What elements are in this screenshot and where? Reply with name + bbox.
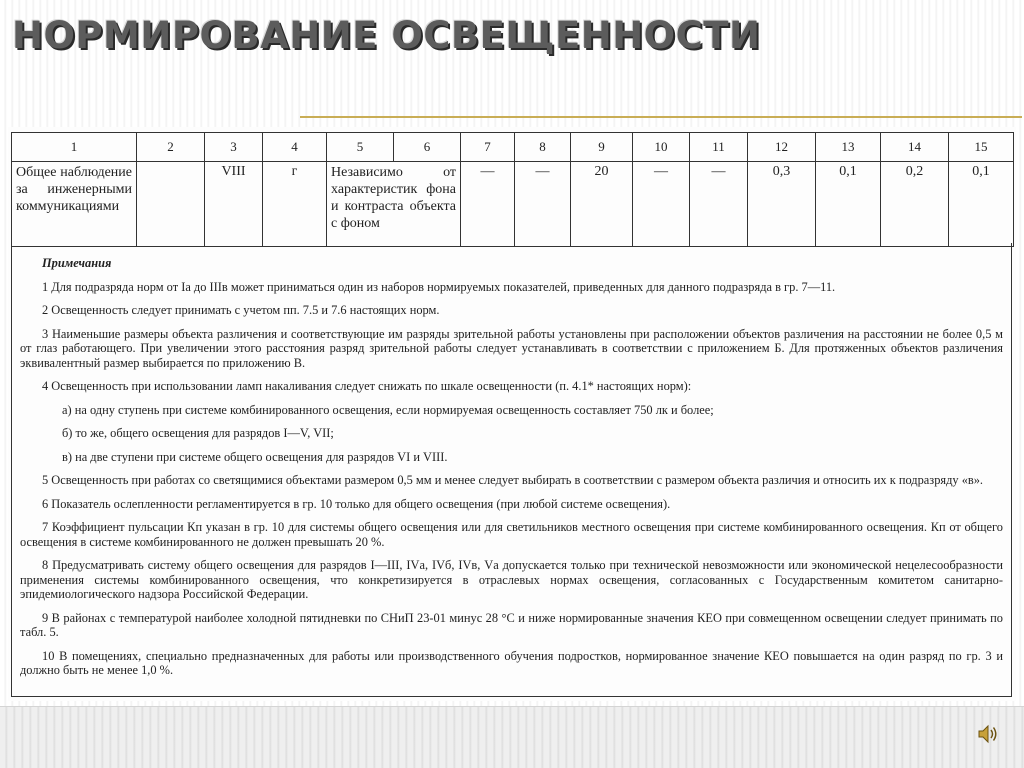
note-item: 1 Для подразряда норм от Iа до IIIв может приниматься один из наборов нормируемых показателей, приведенных для данного подразряда в гр. 7—11. xyxy=(42,279,836,294)
table-header-cell: 7 xyxy=(461,133,515,162)
table-header-cell: 3 xyxy=(205,133,263,162)
document-scan xyxy=(8,127,1016,701)
note-subitem: а) на одну ступень при системе комбинированного освещения, если нормируемая освещенность составляет 750 лк и более; xyxy=(62,402,714,417)
table-header-cell: 14 xyxy=(881,133,949,162)
note-item: 8 Предусматривать систему общего освещения для разрядов I—III, IVа, IVб, IVв, Vа допускается только при технической невозможности или экономической нецелесообразности применения системы комбинированного освещения, что конкретизируется в отраслевых нормах освещения, согласованных с Государственным комитетом санитарно-эпидемиологического надзора Российской Федерации. xyxy=(20,558,1003,601)
table-cell: — xyxy=(690,162,748,247)
note-item: 6 Показатель ослепленности регламентируется в гр. 10 только для общего освещения (при любой системе освещения). xyxy=(42,496,671,511)
table-cell: 0,3 xyxy=(748,162,816,247)
table-header-cell: 15 xyxy=(949,133,1014,162)
footer-band xyxy=(0,706,1024,768)
notes-heading: Примечания xyxy=(42,256,112,270)
table-cell-illuminance: 20 xyxy=(571,162,633,247)
speaker-icon[interactable] xyxy=(976,722,1000,746)
table-cell: 0,1 xyxy=(949,162,1014,247)
note-subitem: б) то же, общего освещения для разрядов I—V, VII; xyxy=(62,426,334,440)
note-item: 4 Освещенность при использовании ламп накаливания следует снижать по шкале освещенности (п. 4.1* настоящих норм): xyxy=(42,379,692,393)
table-cell-category: VIII xyxy=(205,162,263,247)
table-header-cell: 4 xyxy=(263,133,327,162)
table-cell: 0,2 xyxy=(881,162,949,247)
table-cell-contrast: Независимо от характеристик фона и контраста объекта с фоном xyxy=(327,162,461,247)
note-subitem: в) на две ступени при системе общего освещения для разрядов VI и VIII. xyxy=(62,449,448,464)
table-cell: — xyxy=(515,162,571,247)
note-item: 10 В помещениях, специально предназначенных для работы или производственного обучения подростков, нормированное значение КЕО повышается на один разряд по гр. 3 и должно быть не менее 1,0 %. xyxy=(20,648,1003,677)
table-header-cell: 9 xyxy=(571,133,633,162)
note-item: 2 Освещенность следует принимать с учетом пп. 7.5 и 7.6 настоящих норм. xyxy=(42,303,440,317)
table-header-cell: 2 xyxy=(137,133,205,162)
norms-table xyxy=(11,132,1014,247)
table-cell: — xyxy=(461,162,515,247)
table-header-cell: 12 xyxy=(748,133,816,162)
table-header-cell: 11 xyxy=(690,133,748,162)
note-item: 5 Освещенность при работах со светящимися объектами размером 0,5 мм и менее следует выбирать в соответствии с размером объекта различия и относить их к подразряду «в». xyxy=(42,473,984,487)
notes-section xyxy=(11,243,1012,697)
table-header-cell: 8 xyxy=(515,133,571,162)
table-header-cell: 13 xyxy=(816,133,881,162)
table-header-cell: 10 xyxy=(633,133,690,162)
table-header-cell: 6 xyxy=(394,133,461,162)
table-header-cell: 5 xyxy=(327,133,394,162)
note-item: 9 В районах с температурой наиболее холодной пятидневки по СНиП 23-01 минус 28 °С и ниже нормированные значения КЕО при совмещенном освещении следует принимать по табл. 5. xyxy=(20,610,1003,639)
table-cell: 0,1 xyxy=(816,162,881,247)
table-header-cell: 1 xyxy=(12,133,137,162)
note-item: 7 Коэффициент пульсации Кп указан в гр. 10 для системы общего освещения или для светильников местного освещения при системе комбинированного освещения. Кп от общего освещения в системе комбинированного не должен превышать 20 %. xyxy=(20,520,1003,549)
table-cell-subcategory: г xyxy=(263,162,327,247)
table-header-row xyxy=(12,133,1014,162)
table-cell: — xyxy=(633,162,690,247)
note-item: 3 Наименьшие размеры объекта различения и соответствующие им разряды зрительной работы установлены при расположении объектов различения на расстоянии не более 0,5 м от глаз работающего. При увеличении этого расстояния разряд зрительной работы следует устанавливать в соответствии с приложением Б. Для протяженных объектов различения эквивалентный размер выбирается по приложению В. xyxy=(20,326,1003,370)
table-row xyxy=(12,162,1014,247)
table-cell-work-type: Общее наблюдение за инженерными коммуникациями xyxy=(12,162,137,247)
slide-title: НОРМИРОВАНИЕ ОСВЕЩЕННОСТИ xyxy=(12,14,761,57)
table-cell xyxy=(137,162,205,247)
title-underline xyxy=(300,116,1022,118)
